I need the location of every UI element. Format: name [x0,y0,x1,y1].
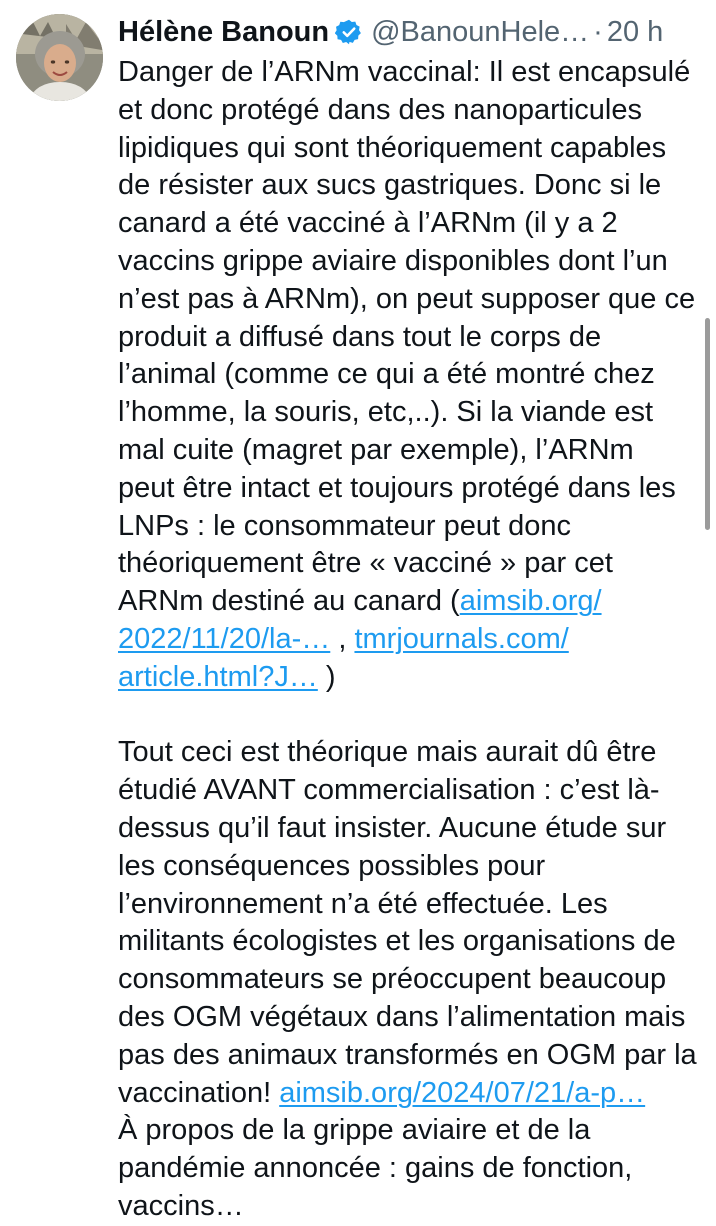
tweet-text-segment: lipidiques qui sont théoriquement capables [118,131,667,164]
tweet-line [118,394,708,432]
tweet-text [118,54,708,1226]
tweet-text-segment: et donc protégé dans des nanoparticules [118,93,642,126]
tweet-text-segment: dessus qu’il faut insister. Aucune étude sur [118,811,667,844]
tweet-text-segment: n’est pas à ARNm), on peut supposer que ce [118,282,696,315]
tweet-line [118,54,708,92]
tweet-text-segment: consommateurs se préoccupent beaucoup [118,963,667,996]
avatar[interactable] [16,14,103,101]
tweet-line [118,1188,708,1226]
tweet-line [118,999,708,1037]
tweet-text-segment: pandémie annoncée : gains de fonction, [118,1152,633,1185]
tweet-line [118,281,708,319]
tweet-text-segment: l’homme, la souris, etc,..). Si la viande est [118,396,654,429]
avatar-image [16,14,103,101]
tweet-line [118,621,708,659]
tweet-line [118,545,708,583]
tweet-header [118,12,708,52]
tweet-line [118,1112,708,1150]
tweet-line [118,848,708,886]
tweet-link[interactable]: 2022/11/20/la-… [118,622,331,655]
verified-badge-icon[interactable] [335,18,363,46]
tweet-text-segment: théoriquement être « vacciné » par cet [118,547,613,580]
tweet-line [118,923,708,961]
author-handle[interactable]: @BanounHele… [371,16,590,48]
tweet-text-segment: , [330,622,355,655]
tweet-line [118,961,708,999]
tweet-line [118,432,708,470]
tweet-text-segment: produit a diffusé dans tout le corps de [118,320,602,353]
tweet-text-segment: peut être intact et toujours protégé dans les [118,471,676,504]
tweet-text-segment: ARNm destiné au canard ( [118,585,460,618]
tweet-text-segment: vaccins… [118,1189,244,1222]
tweet-link[interactable]: aimsib.org/2024/07/21/a-p… [279,1076,646,1109]
tweet-text-segment: ) [317,660,336,693]
tweet-line [118,734,708,772]
tweet-text-segment: vaccination! [118,1076,280,1109]
tweet-text-segment: À propos de la grippe aviaire et de la [118,1114,591,1147]
tweet-line [118,659,708,697]
tweet-line [118,130,708,168]
tweet-line [118,243,708,281]
tweet-line [118,1150,708,1188]
tweet-text-segment: l’animal (comme ce qui a été montré chez [118,358,655,391]
separator-dot: · [593,16,603,48]
tweet-line [118,1075,708,1113]
tweet-line [118,508,708,546]
tweet-text-segment: l’environnement n’a été effectuée. Les [118,887,608,920]
paragraph-break [118,697,708,735]
tweet-line [118,886,708,924]
tweet-text-segment: canard a été vacciné à l’ARNm (il y a 2 [118,207,618,240]
tweet-line [118,470,708,508]
author-name[interactable]: Hélène Banoun [118,16,330,48]
tweet-line [118,92,708,130]
tweet-text-segment: Tout ceci est théorique mais aurait dû être [118,736,657,769]
tweet-line [118,772,708,810]
tweet-line [118,205,708,243]
tweet-line [118,167,708,205]
tweet-line [118,583,708,621]
tweet-text-segment: les conséquences possibles pour [118,849,546,882]
tweet-text-segment: de résister aux sucs gastriques. Donc si le [118,169,662,202]
tweet-text-segment: vaccins grippe aviaire disponibles dont l’un [118,244,668,277]
tweet-line [118,319,708,357]
tweet-text-segment: étudié AVANT commercialisation : c’est là- [118,774,660,807]
scrollbar[interactable] [705,318,710,530]
tweet-line [118,810,708,848]
tweet-text-segment: militants écologistes et les organisations de [118,925,676,958]
tweet-text-segment: pas des animaux transformés en OGM par la [118,1038,697,1071]
tweet-link[interactable]: tmrjournals.com/ [354,622,569,655]
tweet-link[interactable]: aimsib.org/ [459,585,602,618]
tweet-text-segment: Danger de l’ARNm vaccinal: Il est encapsulé [118,56,691,88]
tweet-link[interactable]: article.html?J… [118,660,318,693]
tweet-line [118,356,708,394]
tweet-line [118,1037,708,1075]
tweet-text-segment: mal cuite (magret par exemple), l’ARNm [118,433,634,466]
timestamp[interactable]: 20 h [606,16,664,48]
tweet-text-segment: LNPs : le consommateur peut donc [118,509,571,542]
tweet-text-segment: des OGM végétaux dans l’alimentation mais [118,1000,686,1033]
